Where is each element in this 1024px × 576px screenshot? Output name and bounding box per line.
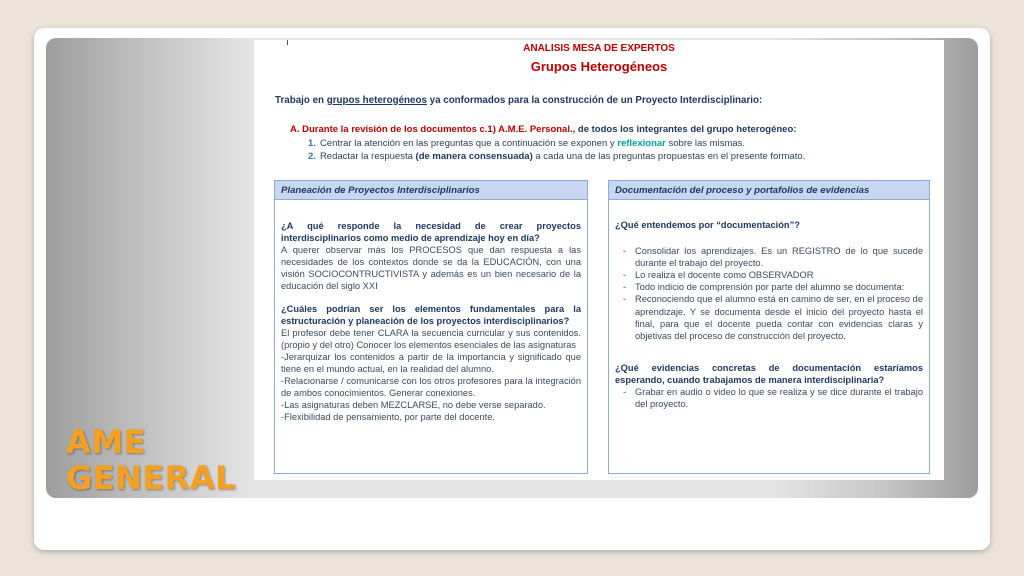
slide-title-line2: GENERAL — [66, 459, 237, 497]
document-heading: ANALISIS MESA DE EXPERTOS — [523, 43, 675, 54]
documentation-question-2: ¿Qué evidencias concretas de documentación estaríamos esperando, cuando trabajamos de manera interdisciplinaria? — [615, 362, 923, 385]
list-item — [615, 245, 923, 269]
dash-marker: - — [623, 387, 627, 398]
step-1-text: Centrar la atención en las preguntas que a continuación se exponen y — [319, 138, 618, 149]
documentation-box-header: Documentación del proceso y portafolios de evidencias — [609, 181, 929, 200]
list-item — [615, 293, 923, 341]
step-2-text-end: a cada una de las preguntas propuestas en el presente formato. — [532, 151, 806, 162]
list-item — [615, 281, 923, 293]
dash-marker: - — [623, 270, 627, 281]
step-2-text: Redactar la respuesta — [319, 151, 416, 162]
step-2 — [308, 151, 805, 162]
planning-answer-2-line: El profesor debe tener CLARA la secuencia curricular y sus contenidos. (propio y del otro) Conocer los elementos esenciales de las asignaturas — [281, 327, 581, 350]
step-1-highlight: reflexionar — [617, 138, 666, 149]
planning-question-1: ¿A qué responde la necesidad de crear proyectos interdisciplinarios como medio de aprendizaje hoy en día? — [281, 221, 581, 244]
document-image — [254, 40, 944, 480]
dash-marker: - — [623, 282, 627, 293]
planning-answer-2-line: -Flexibilidad de pensamiento, por parte del docente. — [281, 412, 495, 423]
planning-answer-2-line: -Relacionarse / comunicarse con los otros profesores para la integración de ambos conocimientos. Generar conexiones. — [281, 376, 581, 399]
slide-title — [66, 424, 266, 496]
instruction-a-rest: de todos los integrantes del grupo heterogéneo: — [575, 124, 797, 135]
evidence-item: Grabar en audio o video lo que se realiza y se dice durante el trabajo del proyecto. — [635, 387, 923, 410]
planning-question-2: ¿Cuáles podrían ser los elementos fundamentales para la estructuración y planeación de los proyectos interdisciplinarios? — [281, 303, 581, 326]
documentation-question-1: ¿Qué entendemos por “documentación”? — [615, 220, 800, 230]
intro-underlined: grupos heterogéneos — [326, 95, 427, 106]
intro-line — [275, 95, 762, 106]
list-item — [615, 269, 923, 281]
document-subheading: Grupos Heterogéneos — [530, 59, 668, 74]
planning-box-body — [275, 200, 587, 424]
intro-post: ya conformados para la construcción de un Proyecto Interdisciplinario: — [426, 95, 763, 106]
list-item — [615, 386, 923, 410]
planning-answer-2-line: -Las asignaturas deben MEZCLARSE, no debe verse separado. — [281, 400, 546, 411]
slide-title-line1: AME — [66, 423, 146, 461]
planning-box — [274, 180, 588, 474]
documentation-item: Lo realiza el docente como OBSERVADOR — [635, 270, 814, 281]
documentation-box-body — [609, 200, 929, 410]
documentation-box — [608, 180, 930, 474]
dash-marker: - — [623, 246, 627, 257]
documentation-item: Consolidar los aprendizajes. Es un REGISTRO de lo que sucede durante el trabajo del proyecto. — [635, 246, 923, 269]
planning-answer-1: A querer observar más los PROCESOS que dan respuesta a las necesidades de los contextos donde se da la EDUCACIÓN, con una visión SOCIOCONTRUCTIVISTA y además es un bien necesario de la educación del siglo XXI — [281, 245, 581, 292]
planning-answer-2-line: -Jerarquizar los contenidos a partir de la importancia y significado que tiene en el mundo actual, en la realidad del alumno. — [281, 351, 581, 375]
step-1-text-end: sobre las mismas. — [665, 138, 746, 149]
planning-box-header: Planeación de Proyectos Interdisciplinarios — [275, 181, 587, 200]
instruction-a — [290, 124, 796, 135]
step-1 — [308, 138, 745, 149]
step-1-number: 1. — [308, 138, 316, 149]
documentation-item: Todo indicio de comprensión por parte del alumno se documenta: — [635, 282, 905, 293]
step-2-number: 2. — [308, 151, 316, 162]
step-2-bold: (de manera consensuada) — [415, 151, 533, 162]
instruction-a-label: A. Durante la revisión de los documentos c.1) A.M.E. Personal., — [290, 124, 576, 135]
intro-pre: Trabajo en — [275, 95, 327, 106]
dash-marker: - — [623, 294, 627, 305]
documentation-item: Reconociendo que el alumno está en camino de ser, en el proceso de aprendizaje. Y se documenta desde el inicio del proyecto hasta el final, para que el docente pueda contar con evidencias claras y objetivas del proceso de construcción del proyecto. — [635, 294, 923, 341]
